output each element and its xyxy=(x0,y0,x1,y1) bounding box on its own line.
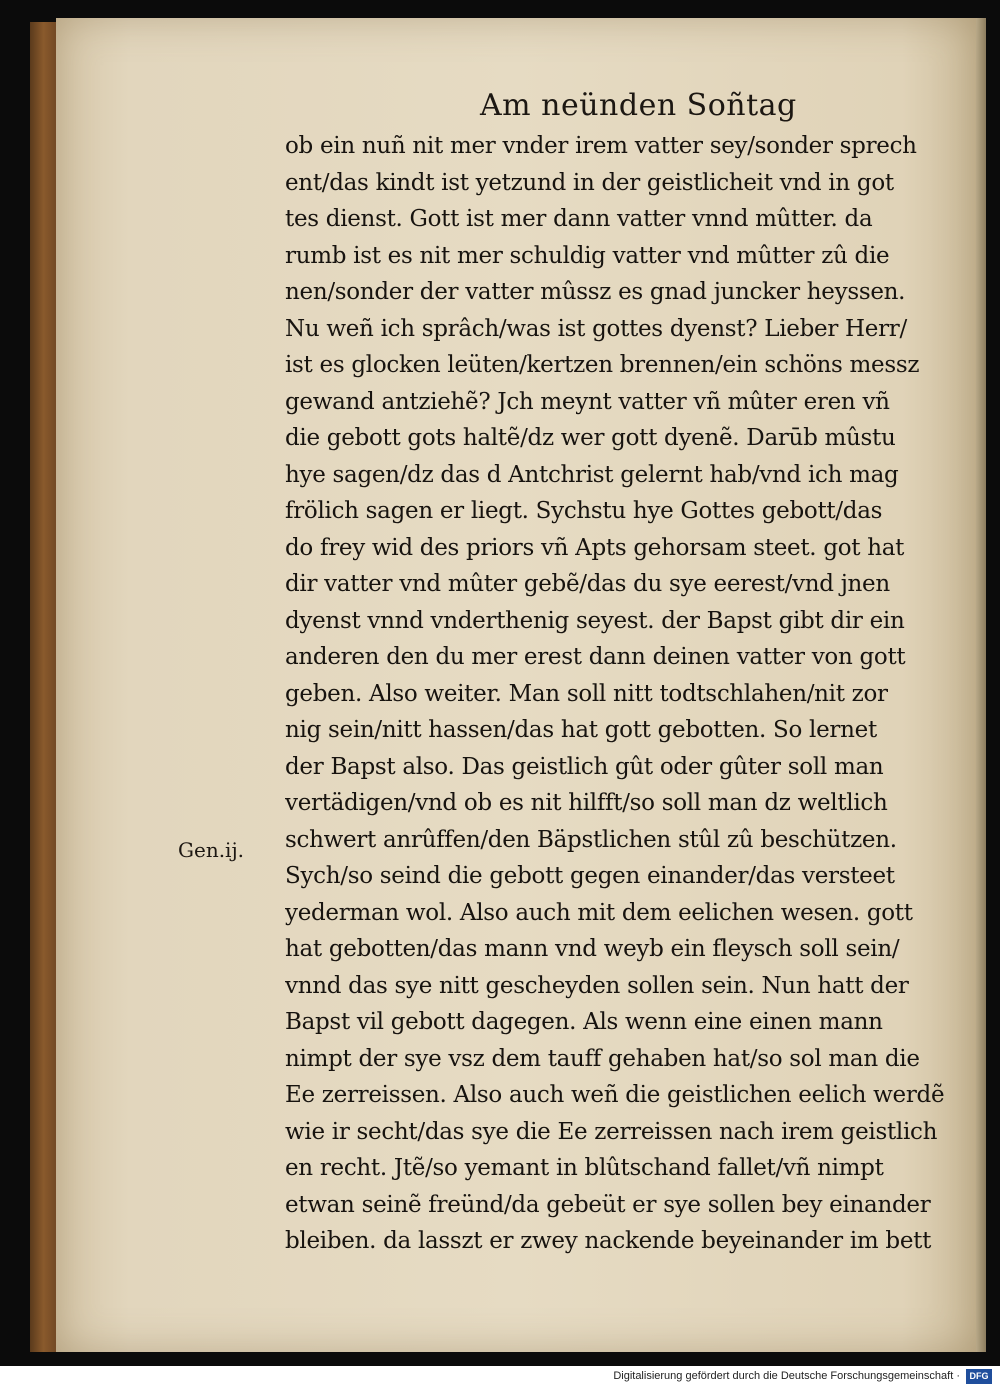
funding-credit: Digitalisierung gefördert durch die Deutsche Forschungsgemeinschaft · xyxy=(613,1370,960,1382)
text-line: wie ir secht/das sye die Ee zerreissen nach irem geistlich xyxy=(285,1118,938,1145)
dfg-logo-icon[interactable]: DFG xyxy=(966,1369,992,1384)
text-line: en recht. Jtẽ/so yemant in blûtschand fallet/vñ nimpt xyxy=(285,1155,884,1181)
text-line: geben. Also weiter. Man soll nitt todtschlahen/nit zor xyxy=(285,680,888,707)
page-right-edge xyxy=(976,18,986,1352)
text-line: ist es glocken leüten/kertzen brennen/ein schöns messz xyxy=(285,352,920,378)
text-line: Bapst vil gebott dagegen. Als wenn eine einen mann xyxy=(285,1009,883,1035)
text-line: ent/das kindt ist yetzund in der geistlicheit vnd in got xyxy=(285,169,894,196)
text-line: do frey wid des priors vñ Apts gehorsam steet. got hat xyxy=(285,534,905,561)
text-line: die gebott gots haltẽ/dz wer gott dyenẽ. Darūb mûstu xyxy=(285,425,896,451)
text-line: bleiben. da lasszt er zwey nackende beyeinander im bett xyxy=(285,1228,932,1254)
text-line: vnnd das sye nitt gescheyden sollen sein. Nun hatt der xyxy=(285,972,909,999)
text-line: gewand antziehẽ? Jch meynt vatter vñ mûter eren vñ xyxy=(285,388,890,415)
text-line: ob ein nuñ nit mer vnder irem vatter sey/sonder sprech xyxy=(285,133,917,159)
text-line: nimpt der sye vsz dem tauff gehaben hat/so sol man die xyxy=(285,1045,920,1072)
footer-bar xyxy=(0,1366,1000,1390)
text-line: yederman wol. Also auch mit dem eelichen wesen. gott xyxy=(285,899,913,926)
text-line: rumb ist es nit mer schuldig vatter vnd mûtter zû die xyxy=(285,242,890,269)
text-line: frölich sagen er liegt. Sychstu hye Gottes gebott/das xyxy=(285,498,883,524)
text-line: dyenst vnnd vnderthenig seyest. der Bapst gibt dir ein xyxy=(285,607,905,634)
text-line: Sych/so seind die gebott gegen einander/das versteet xyxy=(285,863,895,889)
text-line: hat gebotten/das mann vnd weyb ein fleysch soll sein/ xyxy=(285,936,900,962)
text-line: tes dienst. Gott ist mer dann vatter vnnd mûtter. da xyxy=(285,206,873,232)
text-line: anderen den du mer erest dann deinen vatter von gott xyxy=(285,644,906,670)
text-line: Ee zerreissen. Also auch weñ die geistlichen eelich werdẽ xyxy=(285,1082,945,1108)
text-line: der Bapst also. Das geistlich gût oder gûter soll man xyxy=(285,753,884,780)
text-line: hye sagen/dz das d Antchrist gelernt hab/vnd ich mag xyxy=(285,461,899,488)
text-line: nen/sonder der vatter mûssz es gnad juncker heyssen. xyxy=(285,279,906,305)
running-head: Am neünden Soñtag xyxy=(480,88,797,123)
text-line: vertädigen/vnd ob es nit hilfft/so soll man dz weltlich xyxy=(285,790,888,816)
text-block xyxy=(285,128,965,1260)
text-line: dir vatter vnd mûter gebẽ/das du sye eerest/vnd jnen xyxy=(285,571,890,597)
text-line: Nu weñ ich sprâch/was ist gottes dyenst? Lieber Herr/ xyxy=(285,315,907,342)
text-line: nig sein/nitt hassen/das hat gott gebotten. So lernet xyxy=(285,717,877,743)
marginal-note: Gen.ij. xyxy=(178,838,245,862)
text-line: etwan seinẽ freünd/da gebeüt er sye sollen bey einander xyxy=(285,1191,931,1218)
text-line: schwert anrûffen/den Bäpstlichen stûl zû beschützen. xyxy=(285,826,897,853)
